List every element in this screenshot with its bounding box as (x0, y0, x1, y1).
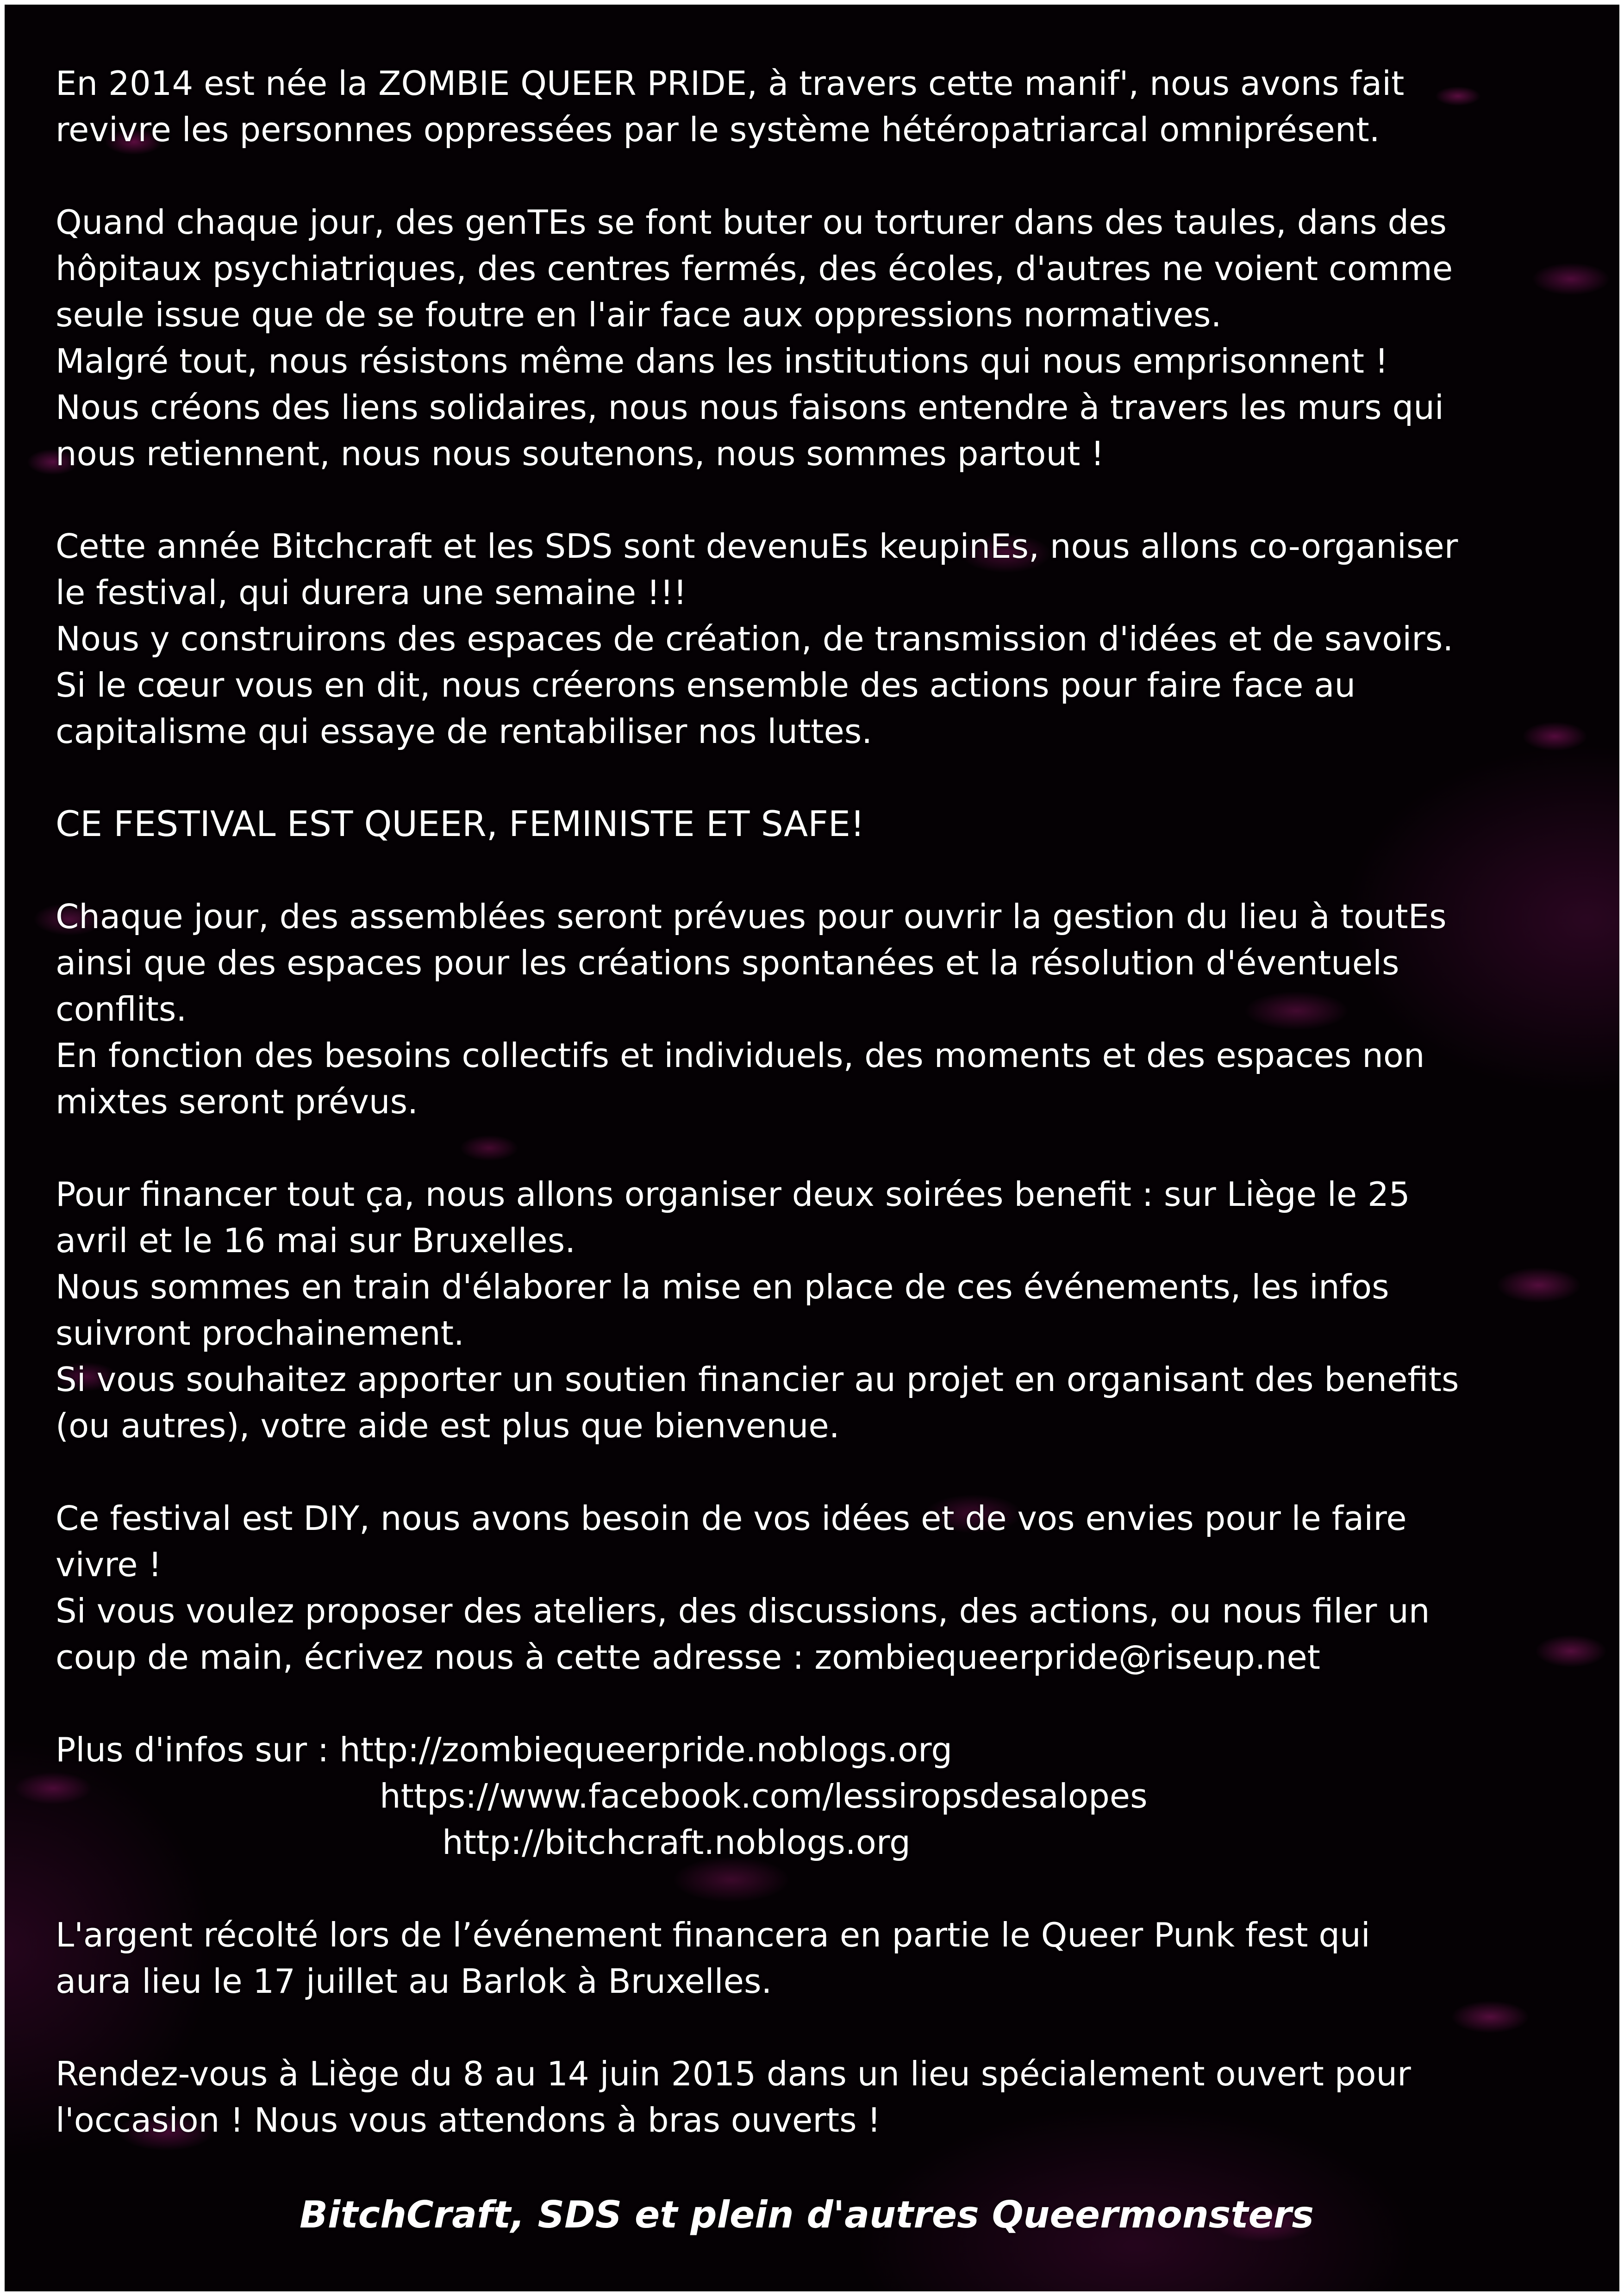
text-line: aura lieu le 17 juillet au Barlok à Bruxelles. (56, 1962, 772, 2001)
text-line: Si le cœur vous en dit, nous créerons ensemble des actions pour faire face au (56, 666, 1356, 705)
text-line: Quand chaque jour, des genTEs se font buter ou torturer dans des taules, dans des (56, 203, 1447, 242)
link-facebook[interactable]: https://www.facebook.com/lessiropsdesalopes (380, 1777, 1148, 1816)
text-line: vivre ! (56, 1545, 162, 1584)
signature: BitchCraft, SDS et plein d'autres Queermonsters (300, 2193, 1314, 2236)
text-line: hôpitaux psychiatriques, des centres fermés, des écoles, d'autres ne voient comme (56, 249, 1453, 288)
text-line: Chaque jour, des assemblées seront prévues pour ouvrir la gestion du lieu à toutEs (56, 897, 1447, 936)
paragraph-intro (56, 60, 1583, 153)
paragraph-resistance (56, 199, 1583, 477)
text-line: ainsi que des espaces pour les créations spontanées et la résolution d'éventuels (56, 943, 1399, 982)
text-line: Pour financer tout ça, nous allons organiser deux soirées benefit : sur Liège le 25 (56, 1175, 1410, 1214)
more-info-links (56, 1727, 1583, 1866)
link-zombiequeerpride-blog[interactable]: http://zombiequeerpride.noblogs.org (339, 1730, 953, 1769)
more-info-label: Plus d'infos sur : (56, 1730, 340, 1769)
link-bitchcraft-blog[interactable]: http://bitchcraft.noblogs.org (442, 1823, 911, 1862)
text-line: avril et le 16 mai sur Bruxelles. (56, 1221, 576, 1260)
paragraph-assemblies (56, 893, 1583, 1125)
text-line: En 2014 est née la ZOMBIE QUEER PRIDE, à travers cette manif', nous avons fait (56, 64, 1405, 103)
text-line: Malgré tout, nous résistons même dans les institutions qui nous emprisonnent ! (56, 342, 1388, 381)
text-line: Si vous souhaitez apporter un soutien financier au projet en organisant des benefits (56, 1360, 1459, 1399)
flyer-page (5, 5, 1619, 2291)
paragraph-rendezvous (56, 2051, 1583, 2143)
link-row-facebook (56, 1773, 1583, 1819)
text-line: suivront prochainement. (56, 1314, 464, 1353)
paragraph-funding (56, 1171, 1583, 1449)
paragraph-festival (56, 523, 1583, 755)
text-line: Ce festival est DIY, nous avons besoin de vos idées et de vos envies pour le faire (56, 1499, 1407, 1538)
text-line: l'occasion ! Nous vous attendons à bras ouverts ! (56, 2101, 881, 2140)
text-line: revivre les personnes oppressées par le système hétéropatriarcal omniprésent. (56, 110, 1380, 149)
text-line: mixtes seront prévus. (56, 1082, 418, 1121)
text-line: capitalisme qui essaye de rentabiliser nos luttes. (56, 712, 873, 751)
text-line: En fonction des besoins collectifs et individuels, des moments et des espaces non (56, 1036, 1425, 1075)
text-line: Nous sommes en train d'élaborer la mise en place de ces événements, les infos (56, 1267, 1389, 1306)
text-line: seule issue que de se foutre en l'air face aux oppressions normatives. (56, 295, 1222, 334)
text-line: Si vous voulez proposer des ateliers, des discussions, des actions, ou nous filer un (56, 1591, 1430, 1630)
paragraph-punk-fest (56, 1912, 1583, 2004)
text-line: (ou autres), votre aide est plus que bienvenue. (56, 1406, 840, 1445)
link-row-blog (56, 1727, 1583, 1773)
flyer-text (56, 60, 1583, 2240)
text-line: Nous y construirons des espaces de création, de transmission d'idées et de savoirs. (56, 619, 1454, 658)
link-row-bitchcraft (56, 1819, 1583, 1866)
text-line: le festival, qui durera une semaine !!! (56, 573, 687, 612)
text-line: Rendez-vous à Liège du 8 au 14 juin 2015 dans un lieu spécialement ouvert pour (56, 2054, 1411, 2093)
slogan-heading: CE FESTIVAL EST QUEER, FEMINISTE ET SAFE! (56, 803, 865, 844)
text-line: Cette année Bitchcraft et les SDS sont devenuEs keupinEs, nous allons co-organiser (56, 527, 1458, 566)
paragraph-diy (56, 1495, 1583, 1680)
text-line: L'argent récolté lors de l’événement financera en partie le Queer Punk fest qui (56, 1915, 1370, 1954)
text-line: Nous créons des liens solidaires, nous nous faisons entendre à travers les murs qui (56, 388, 1444, 427)
text-line: coup de main, écrivez nous à cette adresse : zombiequeerpride@riseup.net (56, 1638, 1320, 1677)
paragraph-slogan (56, 801, 1583, 847)
text-line: conflits. (56, 990, 187, 1029)
text-line: nous retiennent, nous nous soutenons, nous sommes partout ! (56, 434, 1105, 473)
